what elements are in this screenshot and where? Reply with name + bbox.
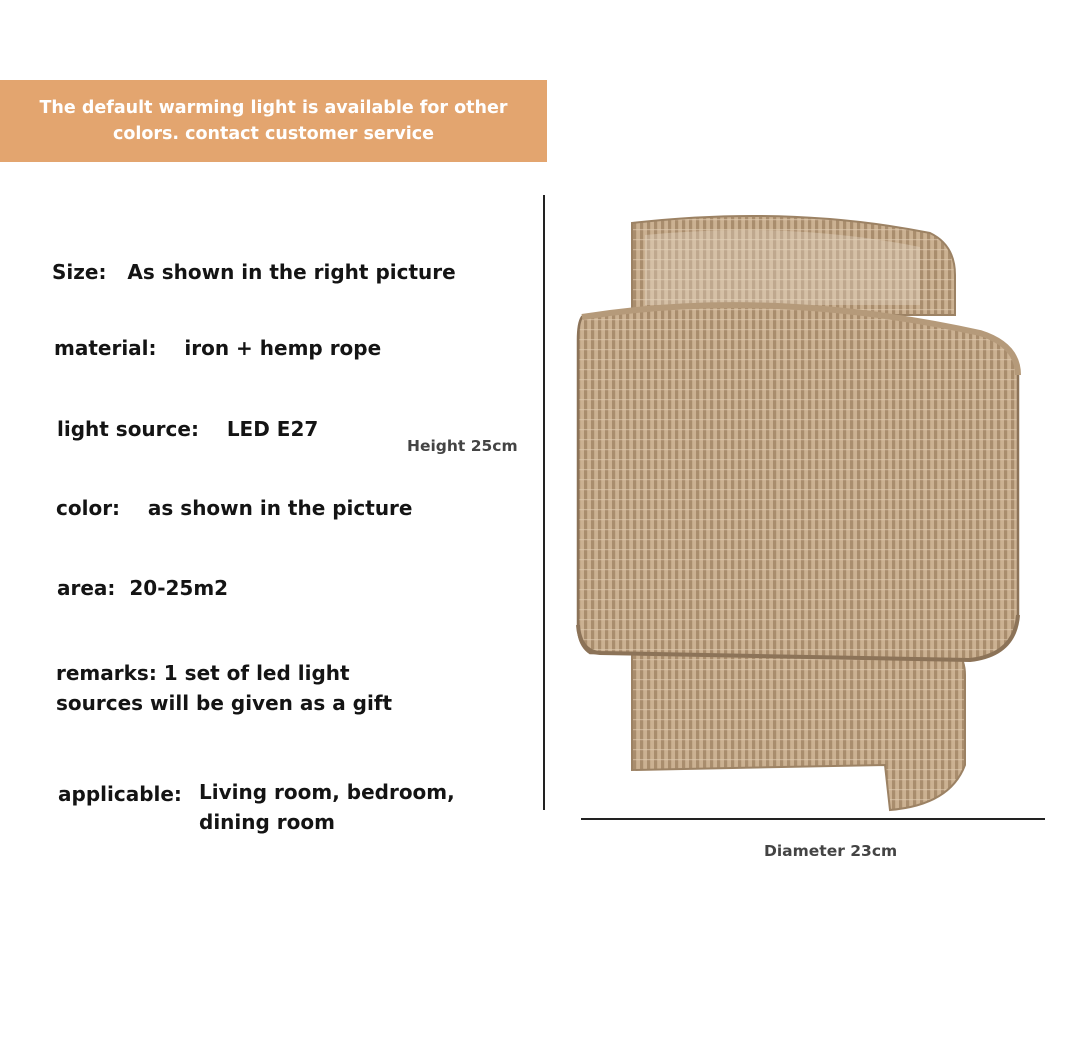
spec-area-value: 20-25m2 bbox=[129, 576, 229, 600]
spec-area-label: area: bbox=[57, 576, 116, 600]
spec-color-value: as shown in the picture bbox=[147, 496, 413, 520]
spec-size bbox=[52, 257, 456, 287]
spec-size-value: As shown in the right picture bbox=[127, 260, 456, 284]
height-dimension-line bbox=[543, 195, 545, 810]
spec-light-source-label: light source: bbox=[57, 417, 199, 441]
spec-color bbox=[56, 493, 412, 523]
spec-material bbox=[54, 333, 381, 363]
promo-banner-text: The default warming light is available for other colors. contact customer service bbox=[39, 98, 508, 144]
spec-area bbox=[57, 573, 228, 603]
spec-size-label: Size: bbox=[52, 260, 107, 284]
diameter-dimension-line bbox=[581, 818, 1045, 820]
spec-applicable-label: applicable: bbox=[58, 782, 182, 806]
product-image bbox=[570, 205, 1040, 820]
spec-light-source-value: LED E27 bbox=[226, 417, 319, 441]
spec-light-source bbox=[57, 414, 318, 444]
rope-wall-lamp-icon bbox=[570, 205, 1040, 820]
spec-applicable-value: Living room, bedroom, dining room bbox=[199, 780, 455, 834]
diameter-label: Diameter 23cm bbox=[764, 842, 898, 860]
spec-material-label: material: bbox=[54, 336, 157, 360]
spec-material-value: iron + hemp rope bbox=[184, 336, 382, 360]
promo-banner bbox=[0, 80, 547, 162]
height-label: Height 25cm bbox=[407, 437, 518, 455]
spec-color-label: color: bbox=[56, 496, 121, 520]
spec-remarks: remarks: 1 set of led light sources will be given as a gift bbox=[56, 661, 393, 715]
